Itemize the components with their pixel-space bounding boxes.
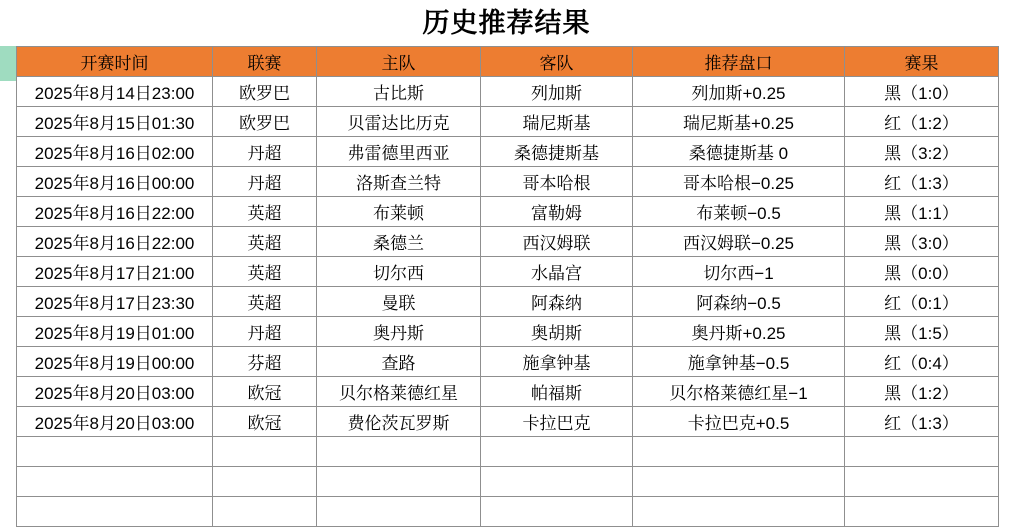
column-header-home-team: 主队	[317, 47, 481, 77]
cell-result	[845, 137, 999, 167]
result-label: 红	[884, 114, 902, 133]
cell-empty	[845, 437, 999, 467]
cell-league: 欧冠	[213, 377, 317, 407]
cell-home-team: 桑德兰	[317, 227, 481, 257]
cell-league: 欧罗巴	[213, 77, 317, 107]
cell-away-team: 卡拉巴克	[481, 407, 633, 437]
page-title: 历史推荐结果	[422, 8, 591, 38]
cell-league: 欧罗巴	[213, 107, 317, 137]
result-score: （3:0）	[901, 234, 959, 253]
table-row	[17, 77, 999, 107]
cell-away-team: 帕福斯	[481, 377, 633, 407]
table-row	[17, 287, 999, 317]
cell-league: 芬超	[213, 347, 317, 377]
column-header-away-team: 客队	[481, 47, 633, 77]
cell-home-team: 古比斯	[317, 77, 481, 107]
cell-away-team: 富勒姆	[481, 197, 633, 227]
cell-empty	[633, 497, 845, 527]
history-results-table-wrapper	[16, 46, 998, 527]
cell-empty	[481, 467, 633, 497]
result-label: 黑	[884, 144, 902, 163]
cell-home-team: 曼联	[317, 287, 481, 317]
cell-away-team: 瑞尼斯基	[481, 107, 633, 137]
cell-empty	[481, 437, 633, 467]
table-row	[17, 407, 999, 437]
result-label: 红	[884, 354, 902, 373]
result-score: （1:3）	[901, 414, 959, 433]
cell-league: 英超	[213, 197, 317, 227]
cell-handicap: 阿森纳−0.5	[633, 287, 845, 317]
cell-empty	[317, 497, 481, 527]
cell-handicap: 布莱顿−0.5	[633, 197, 845, 227]
result-score: （0:0）	[901, 264, 959, 283]
cell-away-team: 西汉姆联	[481, 227, 633, 257]
cell-empty	[845, 467, 999, 497]
result-score: （0:1）	[901, 294, 959, 313]
cell-league: 丹超	[213, 137, 317, 167]
history-results-table	[16, 46, 999, 527]
cell-result	[845, 257, 999, 287]
table-row-empty	[17, 497, 999, 527]
cell-away-team: 桑德捷斯基	[481, 137, 633, 167]
table-row	[17, 167, 999, 197]
result-label: 黑	[884, 204, 902, 223]
table-header	[17, 47, 999, 77]
cell-match-time: 2025年8月16日22:00	[17, 227, 213, 257]
cell-handicap: 列加斯+0.25	[633, 77, 845, 107]
result-label: 红	[884, 174, 902, 193]
cell-empty	[213, 467, 317, 497]
cell-league: 丹超	[213, 167, 317, 197]
cell-match-time: 2025年8月15日01:30	[17, 107, 213, 137]
table-row-empty	[17, 467, 999, 497]
result-score: （1:2）	[901, 114, 959, 133]
cell-match-time: 2025年8月19日00:00	[17, 347, 213, 377]
cell-match-time: 2025年8月20日03:00	[17, 407, 213, 437]
cell-result	[845, 167, 999, 197]
result-label: 红	[884, 414, 902, 433]
cell-empty	[633, 437, 845, 467]
cell-result	[845, 287, 999, 317]
cell-home-team: 费伦茨瓦罗斯	[317, 407, 481, 437]
cell-away-team: 施拿钟基	[481, 347, 633, 377]
cell-handicap: 卡拉巴克+0.5	[633, 407, 845, 437]
cell-handicap: 西汉姆联−0.25	[633, 227, 845, 257]
cell-handicap: 切尔西−1	[633, 257, 845, 287]
cell-empty	[317, 437, 481, 467]
cell-result	[845, 377, 999, 407]
result-label: 黑	[884, 84, 902, 103]
table-row	[17, 317, 999, 347]
left-color-tab	[0, 46, 16, 81]
column-header-result: 赛果	[845, 47, 999, 77]
cell-result	[845, 227, 999, 257]
cell-match-time: 2025年8月17日21:00	[17, 257, 213, 287]
result-label: 黑	[884, 324, 902, 343]
result-label: 黑	[884, 384, 902, 403]
cell-match-time: 2025年8月14日23:00	[17, 77, 213, 107]
cell-empty	[17, 497, 213, 527]
cell-home-team: 布莱顿	[317, 197, 481, 227]
cell-league: 英超	[213, 287, 317, 317]
result-label: 黑	[884, 234, 902, 253]
cell-match-time: 2025年8月19日01:00	[17, 317, 213, 347]
column-header-time: 开赛时间	[17, 47, 213, 77]
table-row-empty	[17, 437, 999, 467]
cell-home-team: 查路	[317, 347, 481, 377]
cell-home-team: 切尔西	[317, 257, 481, 287]
table-body	[17, 77, 999, 527]
result-score: （1:3）	[901, 174, 959, 193]
cell-empty	[17, 437, 213, 467]
result-label: 红	[884, 294, 902, 313]
cell-result	[845, 347, 999, 377]
cell-league: 欧冠	[213, 407, 317, 437]
cell-home-team: 奥丹斯	[317, 317, 481, 347]
cell-handicap: 瑞尼斯基+0.25	[633, 107, 845, 137]
cell-match-time: 2025年8月20日03:00	[17, 377, 213, 407]
table-row	[17, 107, 999, 137]
cell-away-team: 奥胡斯	[481, 317, 633, 347]
result-score: （1:2）	[901, 384, 959, 403]
cell-away-team: 哥本哈根	[481, 167, 633, 197]
cell-empty	[317, 467, 481, 497]
cell-empty	[17, 467, 213, 497]
cell-empty	[213, 437, 317, 467]
cell-result	[845, 77, 999, 107]
cell-empty	[481, 497, 633, 527]
cell-home-team: 贝雷达比历克	[317, 107, 481, 137]
column-header-handicap: 推荐盘口	[633, 47, 845, 77]
cell-match-time: 2025年8月16日00:00	[17, 167, 213, 197]
cell-match-time: 2025年8月17日23:30	[17, 287, 213, 317]
cell-league: 英超	[213, 227, 317, 257]
cell-empty	[845, 497, 999, 527]
cell-result	[845, 317, 999, 347]
table-row	[17, 257, 999, 287]
cell-league: 丹超	[213, 317, 317, 347]
header-row	[17, 47, 999, 77]
cell-result	[845, 407, 999, 437]
cell-result	[845, 197, 999, 227]
cell-match-time: 2025年8月16日02:00	[17, 137, 213, 167]
cell-match-time: 2025年8月16日22:00	[17, 197, 213, 227]
result-label: 黑	[884, 264, 902, 283]
cell-home-team: 贝尔格莱德红星	[317, 377, 481, 407]
table-row	[17, 347, 999, 377]
cell-handicap: 桑德捷斯基 0	[633, 137, 845, 167]
result-score: （0:4）	[901, 354, 959, 373]
cell-league: 英超	[213, 257, 317, 287]
result-score: （1:1）	[901, 204, 959, 223]
result-score: （1:5）	[901, 324, 959, 343]
column-header-league: 联赛	[213, 47, 317, 77]
cell-empty	[633, 467, 845, 497]
cell-away-team: 水晶宫	[481, 257, 633, 287]
result-score: （3:2）	[901, 144, 959, 163]
table-row	[17, 227, 999, 257]
cell-home-team: 弗雷德里西亚	[317, 137, 481, 167]
table-row	[17, 137, 999, 167]
cell-home-team: 洛斯查兰特	[317, 167, 481, 197]
cell-handicap: 贝尔格莱德红星−1	[633, 377, 845, 407]
cell-away-team: 阿森纳	[481, 287, 633, 317]
cell-handicap: 奥丹斯+0.25	[633, 317, 845, 347]
table-row	[17, 197, 999, 227]
cell-handicap: 哥本哈根−0.25	[633, 167, 845, 197]
table-row	[17, 377, 999, 407]
cell-handicap: 施拿钟基−0.5	[633, 347, 845, 377]
cell-empty	[213, 497, 317, 527]
result-score: （1:0）	[901, 84, 959, 103]
cell-result	[845, 107, 999, 137]
cell-away-team: 列加斯	[481, 77, 633, 107]
